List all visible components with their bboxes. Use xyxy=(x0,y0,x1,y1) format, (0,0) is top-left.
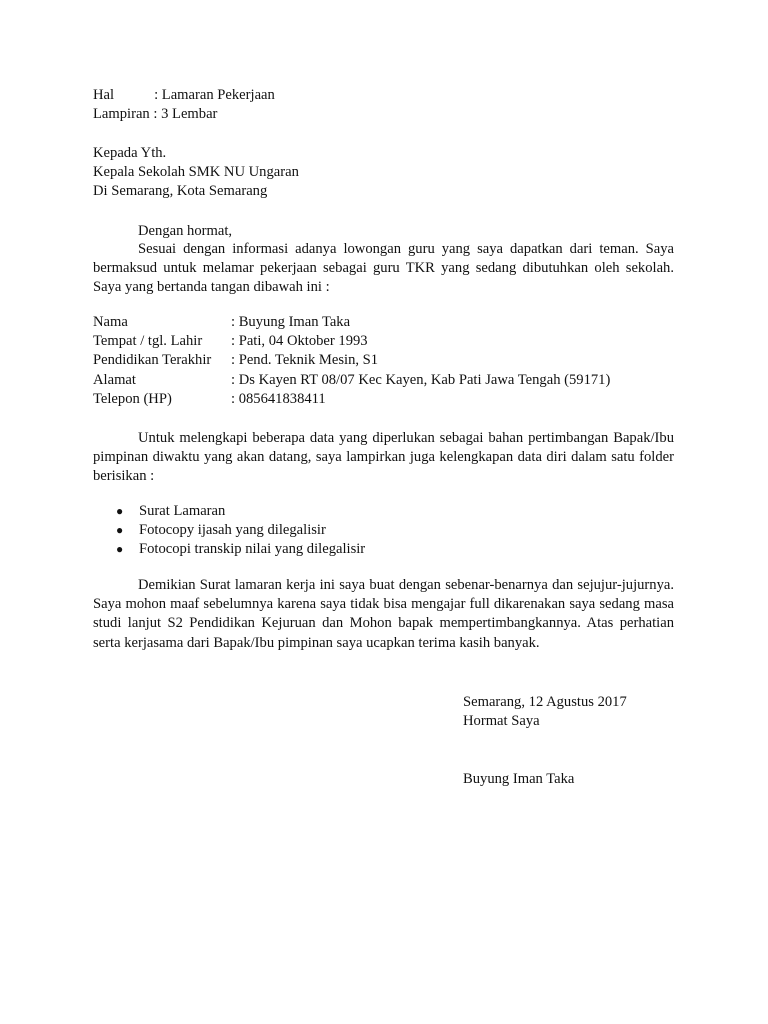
attachment-item: Fotocopi transkip nilai yang dilegalisir xyxy=(139,541,366,557)
bullet-icon: ● xyxy=(116,504,124,518)
intro-text: Sesuai dengan informasi adanya lowongan guru yang saya dapatkan dari teman. Saya bermaksud untuk melamar pekerjaan sebagai guru TKR yang sedang dibutuhkan oleh sekolah. Saya yang bertanda tangan dibawah ini : xyxy=(93,241,674,296)
attachment-item: Fotocopy ijasah yang dilegalisir xyxy=(139,522,326,538)
attachment-intro-text: Untuk melengkapi beberapa data yang diperlukan sebagai bahan pertimbangan Bapak/Ibu pimpinan diwaktu yang akan datang, saya lampirkan juga kelengkapan data diri dalam satu folder berisikan : xyxy=(93,430,674,485)
field-value-alamat: : Ds Kayen RT 08/07 Kec Kayen, Kab Pati Jawa Tengah (59171) xyxy=(231,372,611,388)
hal-line xyxy=(93,86,275,105)
bullet-icon: ● xyxy=(116,542,124,556)
attachment-item: Surat Lamaran xyxy=(139,503,226,519)
field-label-nama: Nama xyxy=(93,314,128,330)
intro-paragraph xyxy=(93,240,674,298)
field-value-pendidikan: : Pend. Teknik Mesin, S1 xyxy=(231,352,379,368)
signature-regards: Hormat Saya xyxy=(463,713,540,729)
field-label-pendidikan: Pendidikan Terakhir xyxy=(93,352,212,368)
field-label-ttl: Tempat / tgl. Lahir xyxy=(93,333,203,349)
field-value-nama: : Buyung Iman Taka xyxy=(231,314,351,330)
attachment-paragraph xyxy=(93,429,674,487)
field-value-telepon: : 085641838411 xyxy=(231,391,326,407)
recipient-line-2: Kepala Sekolah SMK NU Ungaran xyxy=(93,164,299,180)
hal-value: : Lamaran Pekerjaan xyxy=(154,87,275,103)
field-value-ttl: : Pati, 04 Oktober 1993 xyxy=(231,333,368,349)
lampiran-line xyxy=(93,105,217,124)
closing-text: Demikian Surat lamaran kerja ini saya buat dengan sebenar-benarnya dan sejujur-jujurnya. Saya mohon maaf sebelumnya karena saya tidak bisa mengajar full dikarenakan saya sedang masa studi lanjut S2 Pendidikan Kejuruan dan Mohon bapak mempertimbangkannya. Atas perhatian serta kerjasama dari Bapak/Ibu pimpinan saya ucapkan terima kasih banyak. xyxy=(93,577,674,651)
salutation: Dengan hormat, xyxy=(138,223,233,239)
hal-label: Hal xyxy=(93,87,115,103)
field-label-telepon: Telepon (HP) xyxy=(93,391,172,407)
field-label-alamat: Alamat xyxy=(93,372,136,388)
lampiran-value: : 3 Lembar xyxy=(153,106,218,122)
recipient-line-3: Di Semarang, Kota Semarang xyxy=(93,183,268,199)
signature-place-date: Semarang, 12 Agustus 2017 xyxy=(463,694,627,710)
signature-name: Buyung Iman Taka xyxy=(463,771,575,787)
bullet-icon: ● xyxy=(116,523,124,537)
closing-paragraph xyxy=(93,576,674,653)
recipient-line-1: Kepada Yth. xyxy=(93,145,167,161)
lampiran-label: Lampiran xyxy=(93,106,150,122)
